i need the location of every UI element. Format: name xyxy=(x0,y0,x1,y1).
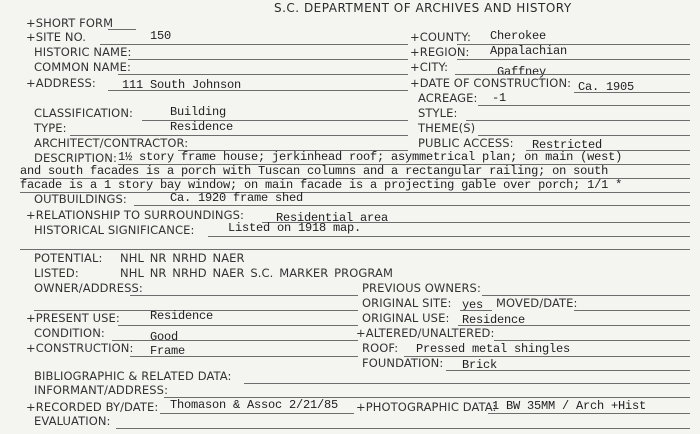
historic-name-line[interactable] xyxy=(128,59,408,60)
classification-label: CLASSIFICATION: xyxy=(34,106,134,120)
altered-line[interactable] xyxy=(494,340,690,341)
date-construction-label: +DATE OF CONSTRUCTION: xyxy=(410,76,572,90)
potential-options[interactable]: NHL NR NRHD NAER xyxy=(120,251,245,265)
style-label: STYLE: xyxy=(418,106,458,120)
type-label: TYPE: xyxy=(34,121,67,135)
address-value[interactable]: 111 South Johnson xyxy=(122,78,242,92)
city-line xyxy=(455,74,690,75)
roof-line xyxy=(404,356,690,357)
significance-value[interactable]: Listed on 1918 map. xyxy=(228,221,362,235)
public-access-label: PUBLIC ACCESS: xyxy=(418,136,514,150)
region-value[interactable]: Appalachian xyxy=(490,44,568,58)
outbuildings-line xyxy=(134,205,690,206)
county-value[interactable]: Cherokee xyxy=(490,29,547,43)
condition-value[interactable]: Good xyxy=(150,330,179,344)
foundation-line xyxy=(446,370,690,371)
recorded-line xyxy=(160,413,354,414)
date-construction-line xyxy=(574,92,690,93)
outbuildings-label: OUTBUILDINGS: xyxy=(34,192,127,206)
significance-label: HISTORICAL SIGNIFICANCE: xyxy=(34,223,195,237)
owner-address-line[interactable] xyxy=(130,295,358,296)
short-form-line xyxy=(108,29,136,30)
present-use-label: +PRESENT USE: xyxy=(26,311,120,325)
construction-label: +CONSTRUCTION: xyxy=(26,341,134,355)
condition-line xyxy=(112,340,358,341)
photographic-label: +PHOTOGRAPHIC DATA: xyxy=(356,400,497,414)
photographic-value[interactable]: 1 BW 35MM / Arch +Hist xyxy=(492,399,647,413)
original-site-value[interactable]: yes xyxy=(462,298,484,312)
site-no-value[interactable]: 150 xyxy=(150,29,172,43)
evaluation-line[interactable] xyxy=(116,428,690,429)
listed-options[interactable]: NHL NR NRHD NAER S.C. MARKER PROGRAM xyxy=(120,266,394,280)
common-name-label: COMMON NAME: xyxy=(34,60,131,74)
previous-owners-label: PREVIOUS OWNERS: xyxy=(362,281,481,295)
foundation-label: FOUNDATION: xyxy=(362,356,444,370)
site-no-line xyxy=(100,44,408,45)
classification-value[interactable]: Building xyxy=(170,105,227,119)
acreage-line xyxy=(478,105,690,106)
county-label: +COUNTY: xyxy=(410,30,471,44)
short-form-label: +SHORT FORM xyxy=(26,16,114,30)
significance-extra-line xyxy=(20,249,690,250)
description-line-1[interactable]: 1½ story frame house; jerkinhead roof; asymmetrical plan; on main (west) xyxy=(118,150,623,164)
common-name-line[interactable] xyxy=(118,74,408,75)
original-site-line xyxy=(460,310,492,311)
type-value[interactable]: Residence xyxy=(170,120,234,134)
construction-value[interactable]: Frame xyxy=(150,344,186,358)
photographic-line xyxy=(488,413,690,414)
bibliographic-line[interactable] xyxy=(244,383,690,384)
foundation-value[interactable]: Brick xyxy=(462,358,498,372)
relationship-label: +RELATIONSHIP TO SURROUNDINGS: xyxy=(26,208,244,222)
present-use-value[interactable]: Residence xyxy=(150,309,214,323)
address-line xyxy=(108,90,408,91)
moved-date-label: MOVED/DATE: xyxy=(496,296,578,310)
informant-label: INFORMANT/ADDRESS: xyxy=(34,383,169,397)
owner-address-label: OWNER/ADDRESS: xyxy=(34,281,143,295)
site-no-label: +SITE NO. xyxy=(26,30,87,44)
description-line-3[interactable]: facade is a 1 story bay window; on main facade is a projecting gable over porch; 1/1 * xyxy=(20,178,623,192)
architect-label: ARCHITECT/CONTRACTOR: xyxy=(34,136,189,150)
historic-name-label: HISTORIC NAME: xyxy=(34,45,132,59)
bibliographic-label: BIBLIOGRAPHIC & RELATED DATA: xyxy=(34,369,232,383)
themes-label: THEME(S) xyxy=(418,121,476,135)
original-use-value[interactable]: Residence xyxy=(462,313,526,327)
date-construction-value[interactable]: Ca. 1905 xyxy=(578,80,635,94)
roof-label: ROOF: xyxy=(362,341,399,355)
present-use-line xyxy=(118,325,358,326)
roof-value[interactable]: Pressed metal shingles xyxy=(416,342,571,356)
condition-label: CONDITION: xyxy=(34,326,105,340)
outbuildings-value[interactable]: Ca. 1920 frame shed xyxy=(170,191,304,205)
recorded-label: +RECORDED BY/DATE: xyxy=(26,400,159,414)
region-label: +REGION: xyxy=(410,45,470,59)
moved-date-line[interactable] xyxy=(574,310,690,311)
form-title: S.C. DEPARTMENT OF ARCHIVES AND HISTORY xyxy=(274,1,572,15)
listed-label: LISTED: xyxy=(34,266,79,280)
significance-line xyxy=(208,236,690,237)
address-label: +ADDRESS: xyxy=(26,76,96,90)
description-line-2[interactable]: and south facades is a porch with Tuscan columns and a rectangular railing; on south xyxy=(20,164,609,178)
city-value[interactable]: Gaffney xyxy=(497,65,547,79)
style-line[interactable] xyxy=(466,120,690,121)
recorded-value[interactable]: Thomason & Assoc 2/21/85 xyxy=(170,398,339,412)
potential-label: POTENTIAL: xyxy=(34,251,103,265)
acreage-label: ACREAGE: xyxy=(418,91,478,105)
construction-line xyxy=(130,356,358,357)
original-use-label: ORIGINAL USE: xyxy=(362,311,450,325)
city-label: +CITY: xyxy=(410,60,449,74)
altered-label: +ALTERED/UNALTERED: xyxy=(356,326,495,340)
description-label: DESCRIPTION: xyxy=(34,151,117,165)
evaluation-label: EVALUATION: xyxy=(34,414,111,428)
region-line xyxy=(457,59,690,60)
acreage-value[interactable]: -1 xyxy=(492,91,507,105)
relationship-value[interactable]: Residential area xyxy=(276,211,389,225)
public-access-value[interactable]: Restricted xyxy=(532,138,603,152)
original-site-label: ORIGINAL SITE: xyxy=(362,296,452,310)
